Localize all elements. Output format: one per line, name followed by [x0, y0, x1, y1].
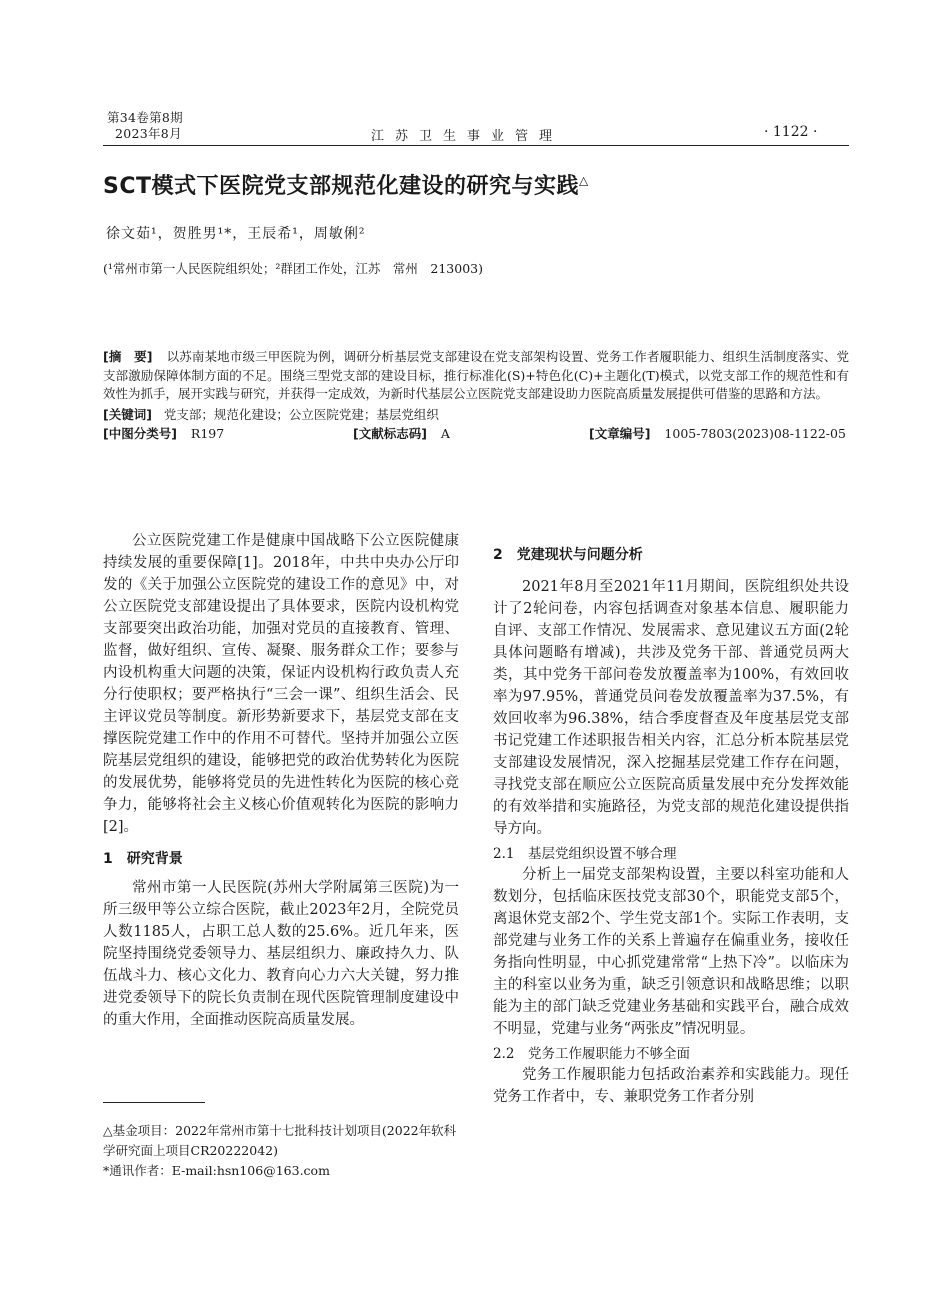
section2-heading: 2 党建现状与问题分析: [493, 547, 643, 563]
section1-paragraph: 常州市第一人民医院(苏州大学附属第三医院)为一所三级甲等公立综合医院，截止2023年2月，全院党员人数1185人，占职工总人数的25.6%。近几年来，医院坚持围绕党委领导力、基层组织力、廉政持久力、队伍战斗力、核心文化力、教育向心力六大关键，努力推进党委领导下的院长负责制在现代医院管理制度建设中的重大作用，全面推动医院高质量发展。: [103, 880, 459, 1028]
doc-code-group: [353, 424, 450, 444]
clc-group: [103, 424, 224, 444]
volume-issue: 第34卷第8期: [107, 110, 183, 125]
subsection-2-1-paragraph: 分析上一届党支部架构设置，主要以科室功能和人数划分，包括临床医技党支部30个，职能党支部5个，离退休党支部2个、学生党支部1个。实际工作表明，支部党建与业务工作的关系上普遍存在偏重业务，接收任务指向性明显，中心抓党建常常“上热下冷”。以临床为主的科室以业务为重，缺乏引领意识和战略思维；以职能为主的部门缺乏党建业务基础和实践平台，融合成效不明显，党建与业务“两张皮”情况明显。: [493, 867, 849, 1037]
footnote-rule: [103, 1102, 205, 1103]
subsection-2-2-heading: 2.2 党务工作履职能力不够全面: [493, 1046, 690, 1062]
abstract-paragraph: [103, 348, 849, 404]
footnote-fund: △基金项目：2022年常州市第十七批科技计划项目(2022年软科学研究面上项目CR20222042): [103, 1123, 457, 1158]
section1-heading: 1 研究背景: [103, 851, 183, 867]
section2-paragraph: 2021年8月至2021年11月期间，医院组织处共设计了2轮问卷，内容包括调查对象基本信息、履职能力自评、支部工作情况、发展需求、意见建议五方面(2轮具体问题略有增减)，共涉及党务干部、普通党员两大类，其中党务干部问卷发放覆盖率为100%，有效回收率为97.95%，普通党员问卷发放覆盖率为37.5%，有效回收率为96.38%，结合季度督查及年度基层党支部书记党建工作述职报告相关内容，汇总分析本院基层党支部建设发展情况，深入挖掘基层党建工作存在问题，寻找党支部在顺应公立医院高质量发展中充分发挥效能的有效举措和实施路径，为党支部的规范化建设提供指导方向。: [493, 579, 849, 837]
article-title: [103, 169, 589, 200]
affiliation: (¹常州市第一人民医院组织处；²群团工作处，江苏 常州 213003): [103, 261, 483, 276]
article-no-label: [文章编号]: [589, 426, 651, 441]
doc-code-value: A: [440, 426, 450, 441]
abstract-text: 以苏南某地市级三甲医院为例，调研分析基层党支部建设在党支部架构设置、党务工作者履职能力、组织生活制度落实、党支部激励保障体制方面的不足。围绕三型党支部的建设目标，推行标准化(S)+特色化(C)+主题化(T)模式，以党支部工作的规范性和有效性为抓手，展开实践与研究，并获得一定成效，为新时代基层公立医院党支部建设助力医院高质量发展提供可借鉴的思路和方法。: [103, 349, 849, 401]
header-rule: [103, 145, 849, 146]
classification-line: [103, 424, 849, 444]
issue-date: 2023年8月: [115, 126, 182, 141]
title-text: SCT模式下医院党支部规范化建设的研究与实践: [103, 174, 579, 199]
journal-name: 江苏卫生事业管理: [371, 129, 564, 144]
article-no-value: 1005-7803(2023)08-1122-05: [664, 426, 846, 441]
page-number: · 1122 ·: [764, 124, 818, 140]
abstract-label: [摘 要]: [103, 349, 153, 364]
subsection-2-2-paragraph: 党务工作履职能力包括政治素养和实践能力。现任党务工作者中，专、兼职党务工作者分别: [493, 1067, 849, 1105]
doc-code-label: [文献标志码]: [353, 426, 427, 441]
article-no-group: [589, 424, 846, 444]
clc-value: R197: [190, 426, 225, 441]
abstract-section: [103, 348, 849, 444]
keywords-line: [103, 406, 849, 425]
right-column: [493, 544, 849, 1108]
keywords: 党支部；规范化建设；公立医院党建；基层党组织: [163, 406, 439, 422]
authors: 徐文茹¹，贺胜男¹*，王辰希¹，周敏俐²: [106, 226, 366, 242]
subsection-2-1-heading: 2.1 基层党组织设置不够合理: [493, 846, 677, 862]
left-column: [103, 530, 459, 1031]
title-fund-mark: △: [579, 173, 589, 188]
intro-paragraph: 公立医院党建工作是健康中国战略下公立医院健康持续发展的重要保障[1]。2018年，中共中央办公厅印发的《关于加强公立医院党的建设工作的意见》中，对公立医院党支部建设提出了具体要求，医院内设机构党支部要突出政治功能，加强对党员的直接教育、管理、监督，做好组织、宣传、凝聚、服务群众工作；要参与内设机构重大问题的决策，保证内设机构行政负责人充分行使职权；要严格执行“三会一课”、组织生活会、民主评议党员等制度。新形势新要求下，基层党支部在支撑医院党建工作中的作用不可替代。坚持并加强公立医院基层党组织的建设，能够把党的政治优势转化为医院的发展优势，能够将党员的先进性转化为医院的核心竞争力，能够将社会主义核心价值观转化为医院的影响力[2]。: [103, 533, 459, 835]
footnotes: [103, 1121, 459, 1181]
keywords-label: [关键词]: [103, 406, 152, 422]
footnote-correspondence: *通讯作者：E-mail:hsn106@163.com: [103, 1163, 330, 1178]
clc-label: [中图分类号]: [103, 426, 177, 441]
